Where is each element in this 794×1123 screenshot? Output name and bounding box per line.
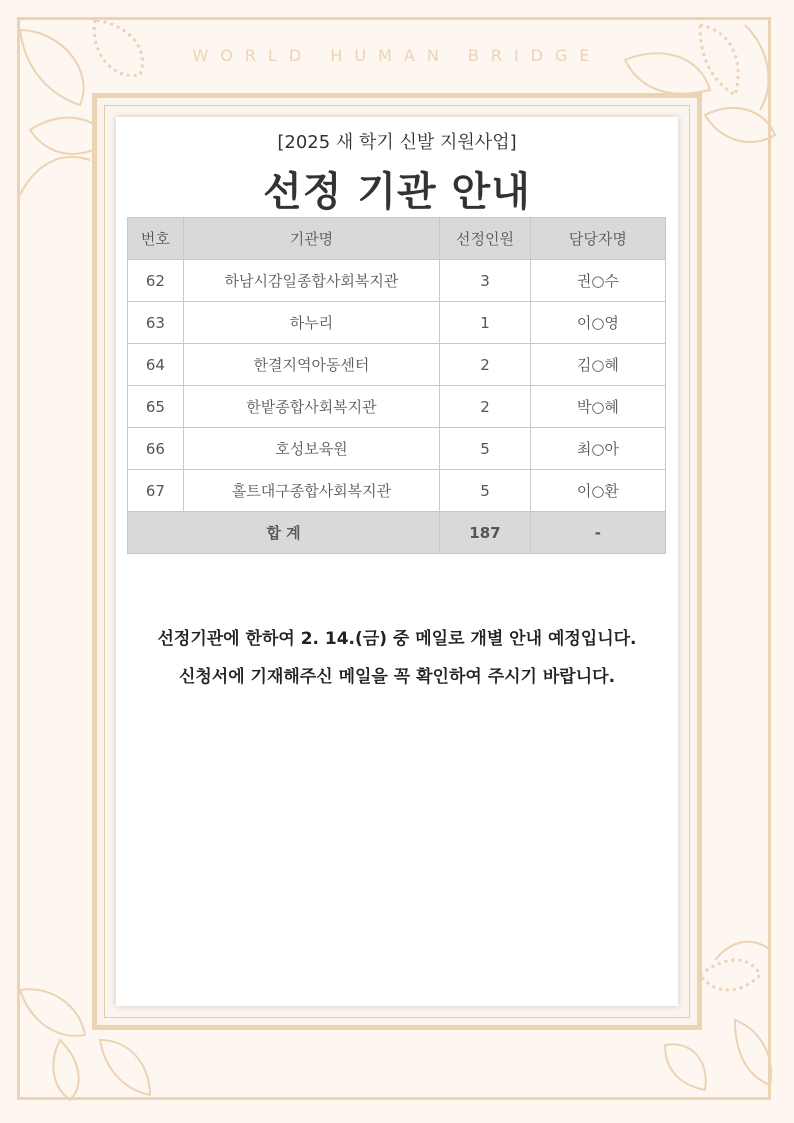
header-number: 번호	[128, 218, 184, 260]
row-manager: 박○혜	[530, 386, 665, 428]
total-count: 187	[440, 512, 531, 554]
header-selected-count: 선정인원	[440, 218, 531, 260]
notice-line-1: 선정기관에 한하여 2. 14.(금) 중 메일로 개별 안내 예정입니다.	[157, 629, 637, 649]
brand-text: WORLD HUMAN BRIDGE	[192, 46, 602, 65]
table-row	[128, 302, 666, 344]
row-selected-count: 3	[440, 260, 531, 302]
table-header-row	[128, 218, 666, 260]
selected-organizations-table	[127, 217, 666, 554]
table-row	[128, 428, 666, 470]
total-manager: -	[530, 512, 665, 554]
table-row	[128, 470, 666, 512]
row-org-name: 호성보육원	[183, 428, 439, 470]
row-number: 66	[128, 428, 184, 470]
row-number: 63	[128, 302, 184, 344]
row-org-name: 홀트대구종합사회복지관	[183, 470, 439, 512]
row-number: 64	[128, 344, 184, 386]
header-manager: 담당자명	[530, 218, 665, 260]
row-manager: 최○아	[530, 428, 665, 470]
row-selected-count: 2	[440, 386, 531, 428]
row-org-name: 한밭종합사회복지관	[183, 386, 439, 428]
row-org-name: 하누리	[183, 302, 439, 344]
row-selected-count: 1	[440, 302, 531, 344]
table-row	[128, 260, 666, 302]
row-number: 67	[128, 470, 184, 512]
notice-line-2: 신청서에 기재해주신 메일을 꼭 확인하여 주시기 바랍니다.	[178, 667, 616, 687]
row-org-name: 하남시감일종합사회복지관	[183, 260, 439, 302]
page-title: 선정 기관 안내	[263, 169, 531, 215]
row-org-name: 한결지역아동센터	[183, 344, 439, 386]
row-selected-count: 5	[440, 428, 531, 470]
table-row	[128, 386, 666, 428]
header-org-name: 기관명	[183, 218, 439, 260]
row-manager: 권○수	[530, 260, 665, 302]
row-manager: 김○혜	[530, 344, 665, 386]
row-number: 62	[128, 260, 184, 302]
row-selected-count: 5	[440, 470, 531, 512]
row-manager: 이○환	[530, 470, 665, 512]
row-selected-count: 2	[440, 344, 531, 386]
total-row	[128, 512, 666, 554]
table-row	[128, 344, 666, 386]
page-subtitle: [2025 새 학기 신발 지원사업]	[277, 132, 517, 153]
row-manager: 이○영	[530, 302, 665, 344]
total-label: 합 계	[128, 512, 440, 554]
row-number: 65	[128, 386, 184, 428]
